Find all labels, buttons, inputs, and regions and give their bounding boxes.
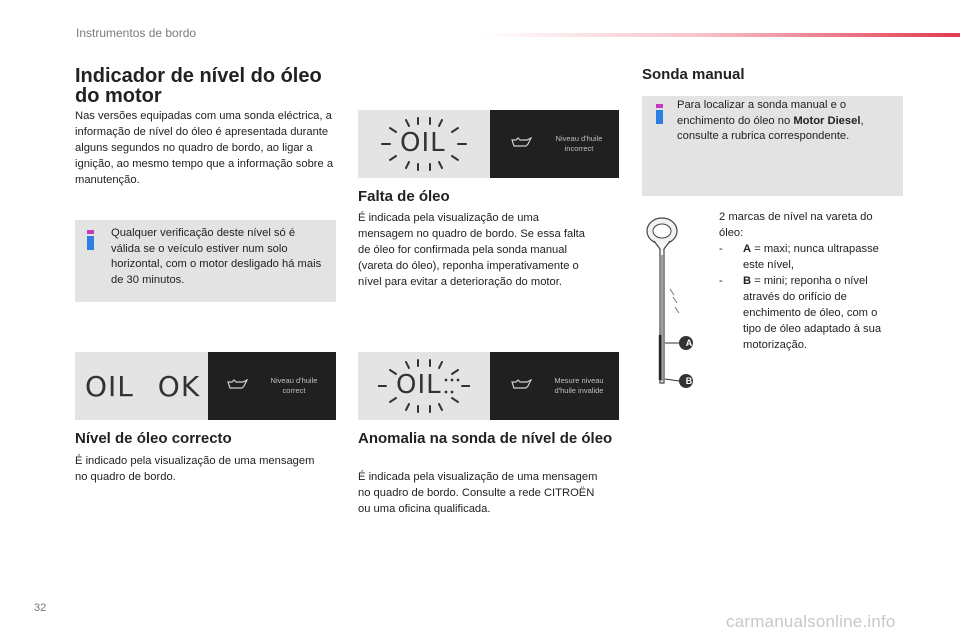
oil-low-panel — [358, 110, 619, 178]
info-icon — [656, 104, 663, 124]
dipstick-label-b: B — [685, 376, 693, 386]
intro-text: Nas versões equipadas com uma sonda eléctrica, a informação de nível do óleo é apresentada durante alguns segundos no quadro de bordo, ao ligar a ignição, ao mesmo tempo que a informação sobre a manutenção. — [75, 110, 334, 186]
oil-ok-message: Niveau d'huile correct — [270, 376, 318, 395]
info-note-text: Qualquer verificação deste nível só é válida se o veículo estiver num solo horizontal, com o motor desligado há mais de 30 minutos. — [111, 227, 322, 286]
heading-oil-correct: Nível de óleo correcto — [75, 430, 232, 447]
info-note-text: Para localizar a sonda manual e o enchimento do óleo no Motor Diesel, consulte a rubrica correspondente. — [677, 99, 864, 142]
oil-fault-message: Mesure niveau d'huile invalide — [554, 376, 604, 395]
heading-oil-sensor-fault: Anomalia na sonda de nível de óleo — [358, 430, 613, 447]
oil-sensor-fault-panel — [358, 352, 619, 420]
info-icon — [87, 230, 94, 250]
header-accent-bar — [480, 33, 960, 37]
heading-oil-low: Falta de óleo — [358, 188, 450, 205]
page-title: Indicador de nível do óleo do motor — [75, 65, 322, 107]
oil-can-icon — [226, 378, 248, 390]
oil-ok-panel — [75, 352, 336, 420]
watermark: carmanualsonline.info — [726, 612, 896, 631]
engine-name: Motor Diesel — [793, 114, 861, 127]
dipstick-icon — [640, 215, 700, 395]
oil-correct-text: É indicado pela visualização de uma mensagem no quadro de bordo. — [75, 455, 315, 483]
oil-fault-display: OIL — [396, 370, 442, 400]
oil-sensor-fault-text: É indicada pela visualização de uma mensagem no quadro de bordo. Consulte a rede CITROËN ou uma oficina qualificada. — [358, 471, 598, 515]
oil-ok-display: OIL OK — [85, 370, 201, 403]
marks-intro: 2 marcas de nível na vareta do óleo: — [719, 211, 873, 239]
page-number: 32 — [34, 602, 47, 614]
oil-can-icon — [510, 378, 532, 390]
section-header: Instrumentos de bordo — [76, 26, 197, 40]
mark-a-item: - A = maxi; nunca ultrapasse este nível, — [719, 243, 879, 271]
oil-low-display: OIL — [400, 128, 446, 158]
oil-low-message: Niveau d'huile incorrect — [555, 134, 603, 153]
info-note-box — [642, 96, 903, 196]
dipstick-label-a: A — [685, 338, 693, 348]
mark-b-item: - B = mini; reponha o nível através do orifício de enchimento de óleo, com o tipo de óleo adaptado à sua motorização. — [719, 275, 882, 351]
dipstick-marks-text — [719, 209, 894, 353]
oil-low-text: É indicada pela visualização de uma mensagem no quadro de bordo. Se essa falta de óleo for confirmada pela sonda manual (vareta do óleo), reponha imperativamente o nível para evitar a deterioração do motor. — [358, 212, 586, 288]
heading-manual-dipstick: Sonda manual — [642, 66, 745, 83]
info-note-box — [75, 220, 336, 302]
oil-can-icon — [510, 136, 532, 148]
